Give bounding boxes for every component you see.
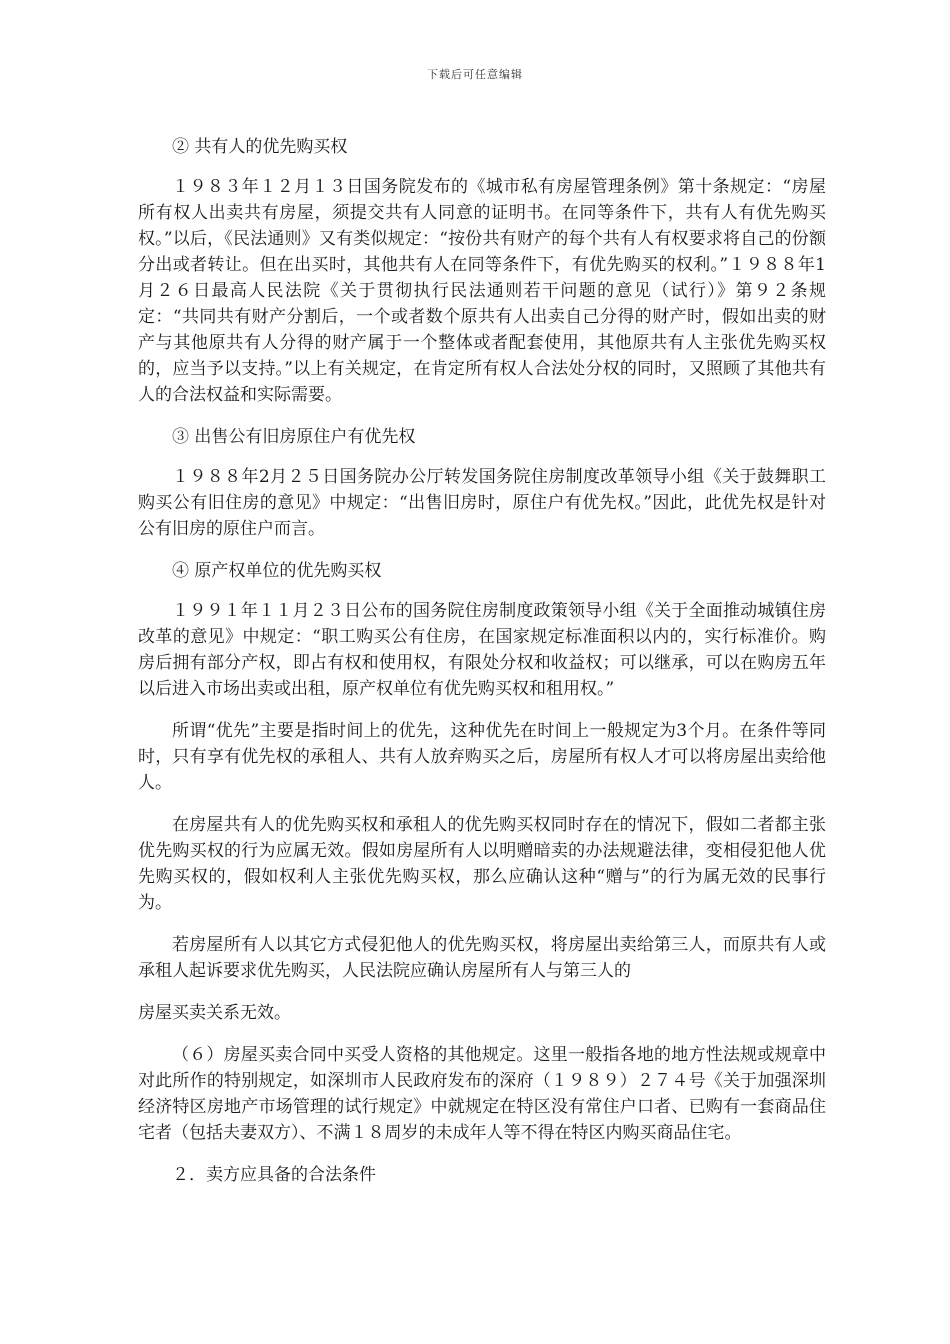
paragraph-co-owner-regulations: １９８３年１２月１３日国务院发布的《城市私有房屋管理条例》第十条规定：“房屋所有权人出卖共有房屋，须提交共有人同意的证明书。在同等条件下，共有人有优先购买权。”以后，《民法通则》又有类似规定：“按份共有财产的每个共有人有权要求将自己的份额分出或者转让。但在出买时，其他共有人在同等条件下，有优先购买的权利。”１９８８年1月２６日最高人民法院《关于贯彻执行民法通则若干问题的意见（试行）》第９２条规定：“共同共有财产分割后，一个或者数个原共有人出卖自己分得的财产时，假如出卖的财产与其他原共有人分得的财产属于一个整体或者配套使用，其他原共有人主张优先购买权的，应当予以支持。”以上有关规定，在肯定所有权人合法处分权的同时，又照顾了其他共有人的合法权益和实际需要。 <box>138 177 826 405</box>
paragraph-priority-meaning: 所谓“优先”主要是指时间上的优先，这种优先在时间上一般规定为3个月。在条件等同时，只有享有优先权的承租人、共有人放弃购买之后，房屋所有权人才可以将房屋出卖给他人。 <box>138 721 826 793</box>
paragraph-public-housing-regulation: １９８８年2月２５日国务院办公厅转发国务院住房制度改革领导小组《关于鼓舞职工购买公有旧住房的意见》中规定：“出售旧房时，原住户有优先权。”因此，此优先权是针对公有旧房的原住户而言。 <box>138 467 826 539</box>
paragraph-infringement-continued: 房屋买卖关系无效。 <box>138 1003 291 1023</box>
section-heading-co-owner: ② 共有人的优先购买权 <box>172 137 348 157</box>
paragraph-conflict-of-priority: 在房屋共有人的优先购买权和承租人的优先购买权同时存在的情况下，假如二者都主张优先购买权的行为应属无效。假如房屋所有人以明赠暗卖的办法规避法律，变相侵犯他人优先购买权的，假如权利人主张优先购买权，那么应确认这种“赠与”的行为属无效的民事行为。 <box>138 815 826 913</box>
paragraph-housing-reform-opinion: １９９１年１１月２３日公布的国务院住房制度政策领导小组《关于全面推动城镇住房改革的意见》中规定：“职工购买公有住房，在国家规定标准面积以内的，实行标准价。购房后拥有部分产权，即占有权和使用权，有限处分权和收益权；可以继承，可以在购房五年以后进入市场出卖或出租，原产权单位有优先购买权和租用权。” <box>138 601 826 699</box>
paragraph-buyer-qualification: （６）房屋买卖合同中买受人资格的其他规定。这里一般指各地的地方性法规或规章中对此所作的特别规定，如深圳市人民政府发布的深府（１９８９）２７４号《关于加强深圳经济特区房地产市场管理的试行规定》中就规定在特区没有常住户口者、已购有一套商品住宅者（包括夫妻双方）、不满１８周岁的未成年人等不得在特区内购买商品住宅。 <box>138 1045 826 1143</box>
section-heading-public-housing: ③ 出售公有旧房原住户有优先权 <box>172 427 416 447</box>
paragraph-infringement: 若房屋所有人以其它方式侵犯他人的优先购买权，将房屋出卖给第三人，而原共有人或承租人起诉要求优先购买，人民法院应确认房屋所有人与第三人的 <box>138 935 826 981</box>
section-heading-original-owner-unit: ④ 原产权单位的优先购买权 <box>172 561 382 581</box>
document-body <box>138 134 826 1202</box>
section-heading-seller-conditions: ２．卖方应具备的合法条件 <box>172 1165 376 1185</box>
page-header: 下载后可任意编辑 <box>427 68 523 81</box>
